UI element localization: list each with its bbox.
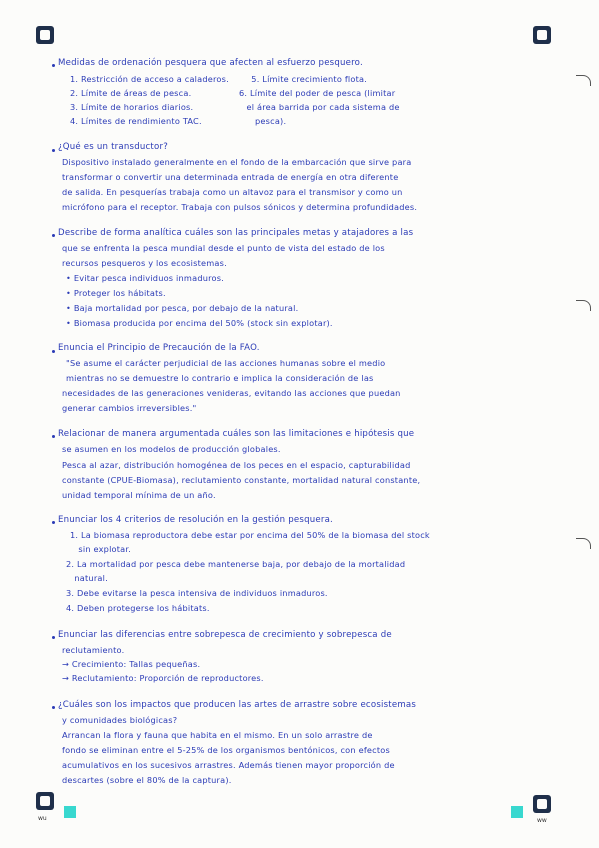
answer-line: "Se asume el carácter perjudicial de las acciones humanas sobre el medio — [66, 358, 386, 368]
answer-line: natural. — [66, 573, 108, 583]
answer-line: Pesca al azar, distribución homogénea de los peces en el espacio, capturabilidad — [62, 460, 411, 470]
answer-line: acumulativos en los sucesivos arrastres. Además tienen mayor proporción de — [62, 760, 395, 770]
answer-line: que se enfrenta la pesca mundial desde el punto de vista del estado de los — [62, 243, 385, 253]
question-text: Medidas de ordenación pesquera que afecten al esfuerzo pesquero. — [58, 58, 363, 68]
answer-line: sin explotar. — [70, 544, 132, 554]
answer-line: descartes (sobre el 80% de la captura). — [62, 775, 232, 785]
answer-line: reclutamiento. — [62, 645, 125, 655]
answer-line: 4. Límites de rendimiento TAC. pesca). — [70, 116, 287, 126]
question-text: Enuncia el Principio de Precaución de la FAO. — [58, 343, 260, 353]
answer-line: unidad temporal mínima de un año. — [62, 490, 216, 500]
answer-line: transformar o convertir una determinada entrada de energía en otra diferente — [62, 172, 399, 182]
question-bullet — [52, 350, 55, 353]
answer-line: • Biomasa producida por encima del 50% (stock sin explotar). — [66, 318, 333, 328]
answer-line: → Crecimiento: Tallas pequeñas. — [62, 659, 201, 669]
question-text: Enunciar las diferencias entre sobrepesca de crecimiento y sobrepesca de — [58, 630, 392, 640]
answer-line: mientras no se demuestre lo contrario e implica la consideración de las — [66, 373, 374, 383]
answer-line: se asumen en los modelos de producción globales. — [62, 444, 281, 454]
answer-line: Dispositivo instalado generalmente en el fondo de la embarcación que sirve para — [62, 157, 412, 167]
answer-line: → Reclutamiento: Proporción de reproductores. — [62, 673, 264, 683]
answer-line: de salida. En pesquerías trabaja como un altavoz para el transmisor y como un — [62, 187, 403, 197]
answer-line: generar cambios irreversibles." — [62, 403, 197, 413]
footer-label-left: wu — [38, 815, 47, 822]
answer-line: • Baja mortalidad por pesca, por debajo de la natural. — [66, 303, 299, 313]
binder-mark-1 — [576, 75, 591, 86]
question-text: Describe de forma analítica cuáles son las principales metas y atajadores a las — [58, 228, 414, 238]
corner-marker-bottom-right — [533, 795, 551, 813]
question-bullet — [52, 521, 55, 524]
question-bullet — [52, 636, 55, 639]
answer-line: Arrancan la flora y fauna que habita en el mismo. En un solo arrastre de — [62, 730, 373, 740]
answer-line: • Evitar pesca individuos inmaduros. — [66, 273, 224, 283]
binder-mark-3 — [576, 538, 591, 549]
question-text: ¿Qué es un transductor? — [58, 142, 168, 152]
accent-square-left — [64, 806, 76, 818]
question-text: ¿Cuáles son los impactos que producen las artes de arrastre sobre ecosistemas — [58, 700, 417, 710]
answer-line: necesidades de las generaciones venideras, evitando las acciones que puedan — [62, 388, 401, 398]
corner-marker-bottom-left — [36, 792, 54, 810]
answer-line: 3. Límite de horarios diarios. el área barrida por cada sistema de — [70, 102, 400, 112]
accent-square-right — [511, 806, 523, 818]
footer-label-right: ww — [537, 817, 547, 824]
answer-line: 1. La biomasa reproductora debe estar por encima del 50% de la biomasa del stock — [70, 530, 430, 540]
binder-mark-2 — [576, 300, 591, 311]
question-text: Enunciar los 4 criterios de resolución en la gestión pesquera. — [58, 515, 333, 525]
answer-line: constante (CPUE-Biomasa), reclutamiento constante, mortalidad natural constante, — [62, 475, 421, 485]
answer-line: recursos pesqueros y los ecosistemas. — [62, 258, 227, 268]
question-bullet — [52, 64, 55, 67]
answer-line: 2. Límite de áreas de pesca. 6. Límite del poder de pesca (limitar — [70, 88, 396, 98]
answer-line: • Proteger los hábitats. — [66, 288, 166, 298]
question-text: Relacionar de manera argumentada cuáles son las limitaciones e hipótesis que — [58, 429, 415, 439]
corner-marker-top-left — [36, 26, 54, 44]
question-bullet — [52, 234, 55, 237]
question-bullet — [52, 706, 55, 709]
answer-line: micrófono para el receptor. Trabaja con pulsos sónicos y determina profundidades. — [62, 202, 418, 212]
answer-line: 4. Deben protegerse los hábitats. — [66, 603, 210, 613]
corner-marker-top-right — [533, 26, 551, 44]
question-bullet — [52, 149, 55, 152]
answer-line: 1. Restricción de acceso a caladeros. 5. Límite crecimiento flota. — [70, 74, 368, 84]
answer-line: fondo se eliminan entre el 5-25% de los organismos bentónicos, con efectos — [62, 745, 390, 755]
answer-line: 3. Debe evitarse la pesca intensiva de individuos inmaduros. — [66, 588, 328, 598]
answer-line: 2. La mortalidad por pesca debe mantenerse baja, por debajo de la mortalidad — [66, 559, 406, 569]
question-bullet — [52, 435, 55, 438]
answer-line: y comunidades biológicas? — [62, 715, 178, 725]
